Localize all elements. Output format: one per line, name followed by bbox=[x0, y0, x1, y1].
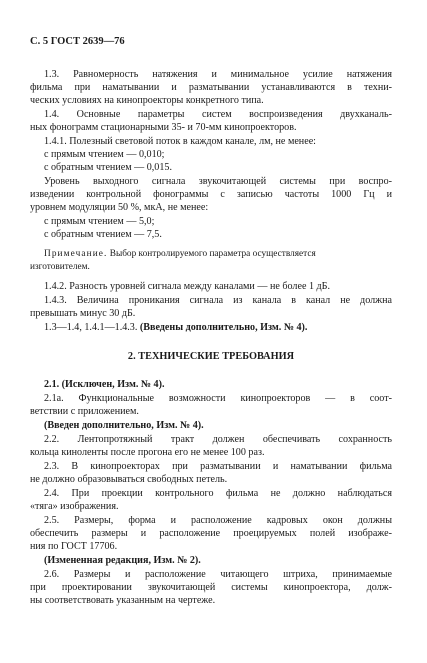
text-line: (Введен дополнительно, Изм. № 4). bbox=[44, 420, 204, 431]
text-line: 1.4.2. Разность уровней сигнала между каналами — не более 1 дБ. bbox=[44, 281, 330, 292]
text-line: ны соответствовать указанным на чертеже. bbox=[30, 595, 216, 606]
text-line: (Измененная редакция, Изм. № 2). bbox=[44, 555, 201, 566]
page-header: С. 5 ГОСТ 2639—76 bbox=[30, 36, 125, 47]
text-line: ных фонограмм стационарными 35- и 70-мм кинопроекторов. bbox=[30, 122, 297, 133]
text-line: Уровень выходного сигнала звукочитающей системы при воспро- bbox=[44, 176, 392, 187]
text-line: 2.3. В кинопроекторах при разматывании и наматывании фильма bbox=[44, 461, 392, 472]
text-line: 1.4.1. Полезный световой поток в каждом канале, лм, не менее: bbox=[44, 136, 316, 147]
text-line: «тяга» изображения. bbox=[30, 501, 119, 512]
text-line: с прямым чтением — 0,010; bbox=[44, 149, 165, 160]
amendment-note: (Введены дополнительно, Изм. № 4). bbox=[139, 322, 308, 333]
text-line: ческих условиях на кинопроекторы конкретного типа. bbox=[30, 95, 264, 106]
note-text: Выбор контролируемого параметра осуществляется bbox=[109, 249, 316, 259]
amended-clauses: 1.3—1.4, 1.4.1—1.4.3. bbox=[44, 322, 138, 333]
note-label: Примечание. bbox=[44, 249, 108, 259]
text-line: 1.3. Равномерность натяжения и минимальное усилие натяжения bbox=[44, 69, 392, 80]
text-line: 1.4.3. Величина проникания сигнала из канала в канал не должна bbox=[44, 295, 392, 306]
text-line: 2.4. При проекции контрольного фильма не должно наблюдаться bbox=[44, 488, 392, 499]
text-line: кольца киноленты после прогона его не менее 100 раз. bbox=[30, 447, 265, 458]
text-line: 2.1а. Функциональные возможности кинопроекторов — в соот- bbox=[44, 393, 392, 404]
section-heading: 2. ТЕХНИЧЕСКИЕ ТРЕБОВАНИЯ bbox=[127, 351, 295, 362]
text-line: ния по ГОСТ 17706. bbox=[30, 541, 118, 552]
text-line: ветствии с приложением. bbox=[30, 406, 139, 417]
text-line: уровнем модуляции 50 %, мкА, не менее: bbox=[30, 202, 209, 213]
text-line: с прямым чтением — 5,0; bbox=[44, 216, 155, 227]
text-line: изготовителем. bbox=[30, 262, 90, 272]
text-line: обеспечить размеры и расположение проецируемых полей изображе- bbox=[30, 528, 392, 539]
note-line bbox=[44, 248, 392, 261]
text-line: с обратным чтением — 7,5. bbox=[44, 229, 162, 240]
text-line: превышать минус 30 дБ. bbox=[30, 308, 136, 319]
text-line: 2.5. Размеры, форма и расположение кадровых окон должны bbox=[44, 515, 392, 526]
text-line: не должно образовываться свободных петель. bbox=[30, 474, 228, 485]
text-line: 2.1. (Исключен, Изм. № 4). bbox=[44, 379, 165, 390]
text-line: изведении контрольной фонограммы с записью частоты 1000 Гц и bbox=[30, 189, 392, 200]
text-line: 1.4. Основные параметры систем воспроизведения двухканаль- bbox=[44, 109, 392, 120]
text-line: с обратным чтением — 0,015. bbox=[44, 162, 172, 173]
text-line: при проектировании звукочитающей системы кинопроектора, долж- bbox=[30, 582, 392, 593]
text-line: фильма при наматывании и разматывании устанавливаются в техни- bbox=[30, 82, 392, 93]
text-line: 2.2. Лентопротяжный тракт должен обеспечивать сохранность bbox=[44, 434, 392, 445]
text-line bbox=[44, 321, 392, 334]
text-line: 2.6. Размеры и расположение читающего штриха, принимаемые bbox=[44, 569, 392, 580]
